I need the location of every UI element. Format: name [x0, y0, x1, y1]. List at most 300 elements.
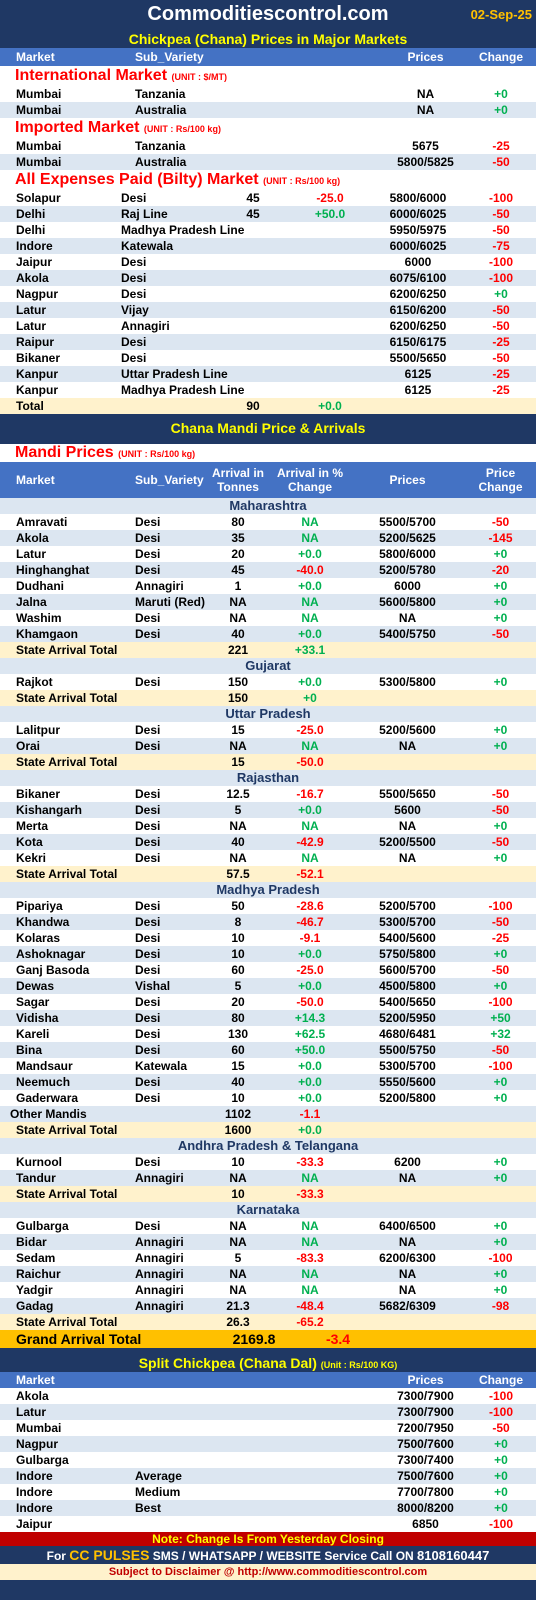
price-cell: 4680/6481: [379, 1027, 436, 1041]
market-cell: Gulbarga: [16, 1219, 69, 1233]
divider: [0, 436, 536, 444]
table-row: [0, 382, 536, 398]
arrival-change-cell: -16.7: [296, 787, 324, 801]
market-cell: Gadag: [16, 1299, 54, 1313]
change-cell: -50: [491, 1043, 510, 1057]
market-cell: Dudhani: [16, 579, 64, 593]
table-row: [0, 138, 536, 154]
imp-unit: (UNIT : Rs/100 kg): [143, 124, 221, 134]
market-cell: Total: [16, 399, 44, 413]
price-cell: 5800/6000: [389, 191, 447, 205]
change-cell: +0: [493, 723, 508, 737]
market-cell: State Arrival Total: [16, 1187, 118, 1201]
arrival-change-cell: +0.0: [298, 547, 322, 561]
table-row: [0, 594, 536, 610]
change-cell: -100: [488, 255, 514, 269]
col-change: Change: [478, 1373, 523, 1387]
change-cell: -20: [491, 563, 510, 577]
market-cell: State Arrival Total: [16, 691, 118, 705]
arrival-change-cell: NA: [301, 515, 319, 529]
price-cell: NA: [398, 819, 417, 833]
market-cell: Pipariya: [16, 899, 63, 913]
col-arrival: Arrival in Tonnes: [211, 466, 265, 494]
market-cell: State Arrival Total: [16, 755, 118, 769]
variety-cell: Desi: [121, 351, 147, 365]
market-cell: Sedam: [16, 1251, 56, 1265]
arrival-change-cell: -83.3: [296, 1251, 324, 1265]
dal-title: Split Chickpea (Chana Dal): [138, 1355, 317, 1371]
arrival-cell: 40: [231, 835, 245, 849]
table-row: [0, 86, 536, 102]
price-cell: NA: [416, 87, 435, 101]
variety-cell: Annagiri: [135, 1267, 184, 1281]
change-cell: -100: [488, 1059, 513, 1073]
market-cell: Nagpur: [16, 1437, 58, 1451]
arrival-cell: 60: [231, 963, 245, 977]
price-cell: 5400/5650: [379, 995, 436, 1009]
variety-cell: Annagiri: [121, 319, 170, 333]
change-cell: -98: [491, 1299, 510, 1313]
arrival-change-cell: NA: [301, 851, 319, 865]
market-cell: Latur: [16, 547, 46, 561]
mandi-unit: (UNIT : Rs/100 kg): [118, 449, 196, 459]
arrival-cell: 26.3: [226, 1315, 250, 1329]
variety-cell: Desi: [121, 191, 147, 205]
grade-cell: [135, 1388, 270, 1404]
table-row: [0, 898, 536, 914]
price-cell: 5750/5800: [379, 947, 436, 961]
market-cell: Latur: [16, 319, 46, 333]
variety-cell: Madhya Pradesh Line: [121, 383, 245, 397]
price-cell: 5400/5750: [379, 627, 436, 641]
arrival-cell: 5: [234, 803, 242, 817]
variety-cell: Desi: [135, 915, 161, 929]
market-cell: State Arrival Total: [16, 1315, 118, 1329]
price-cell: 7300/7400: [397, 1453, 454, 1467]
variety-cell: Desi: [135, 1011, 161, 1025]
mandi-prices-heading: [0, 444, 536, 462]
price-cell: [350, 1314, 465, 1330]
market-cell: Ganj Basoda: [16, 963, 90, 977]
table-row: [0, 562, 536, 578]
arrival-cell: [216, 334, 290, 350]
variety-cell: Desi: [135, 947, 161, 961]
arrival-change-cell: +0.0: [298, 627, 322, 641]
table-row: [0, 834, 536, 850]
price-cell: 7300/7900: [397, 1389, 454, 1403]
market-cell: Gaderwara: [16, 1091, 79, 1105]
market-cell: Kishangarh: [16, 803, 83, 817]
variety-cell: [135, 642, 206, 658]
arrival-change-cell: +0.0: [298, 1123, 322, 1137]
table-row: [0, 1282, 536, 1298]
spacer: [270, 1516, 385, 1532]
change-cell: +0: [493, 1219, 508, 1233]
price-cell: 7500/7600: [397, 1469, 454, 1483]
arrival-cell: 21.3: [226, 1299, 250, 1313]
variety-cell: Tanzania: [135, 139, 186, 153]
variety-cell: Desi: [121, 335, 147, 349]
arrival-change-cell: +0.0: [298, 947, 322, 961]
table-row: [0, 1452, 536, 1468]
arrival-change-cell: +0.0: [318, 399, 342, 413]
variety-cell: Desi: [121, 255, 147, 269]
arrival-cell: 150: [227, 691, 249, 705]
change-cell: [465, 642, 536, 658]
table-row: [0, 546, 536, 562]
change-cell: +0: [494, 287, 508, 301]
arrival-cell: [216, 350, 290, 366]
table-row: [0, 946, 536, 962]
price-cell: 8000/8200: [397, 1501, 454, 1515]
arrival-cell: [216, 222, 290, 238]
arrival-change-cell: +0.0: [298, 979, 322, 993]
cell: [465, 1106, 536, 1122]
arrival-cell: 35: [231, 531, 245, 545]
table-row: [0, 1250, 536, 1266]
price-cell: 5200/5600: [379, 723, 436, 737]
footer-for: For: [46, 1549, 70, 1563]
state-total-row: [0, 866, 536, 882]
variety-cell: Desi: [135, 547, 161, 561]
spacer: [270, 154, 385, 170]
price-cell: [350, 642, 465, 658]
arrival-cell: 90: [246, 399, 260, 413]
change-cell: [465, 1122, 536, 1138]
arrival-change-cell: +50.0: [294, 1043, 326, 1057]
arrival-cell: 130: [227, 1027, 249, 1041]
intl-title: International Market: [15, 67, 168, 84]
arrival-change-cell: [290, 270, 370, 286]
variety-cell: [135, 690, 206, 706]
imported-market-heading: [0, 118, 536, 138]
change-cell: +0: [493, 1235, 508, 1249]
variety-cell: Desi: [135, 563, 161, 577]
arrival-cell: 80: [231, 1011, 245, 1025]
table-row: [0, 1388, 536, 1404]
arrival-change-cell: -48.4: [296, 1299, 324, 1313]
arrival-change-cell: -42.9: [296, 835, 324, 849]
table-row: [0, 1042, 536, 1058]
arrival-change-cell: NA: [301, 819, 319, 833]
arrival-cell: NA: [229, 595, 247, 609]
market-cell: Raichur: [16, 1267, 61, 1281]
market-cell: Khandwa: [16, 915, 70, 929]
market-cell: Delhi: [16, 207, 46, 221]
change-cell: +0: [493, 675, 508, 689]
change-cell: +0: [493, 547, 508, 561]
arrival-change-cell: +14.3: [294, 1011, 326, 1025]
change-cell: +0: [493, 1283, 508, 1297]
market-cell: State Arrival Total: [16, 1123, 118, 1137]
grade-cell: Average: [135, 1469, 182, 1483]
arrival-change-cell: +0: [303, 691, 317, 705]
arrival-cell: [216, 238, 290, 254]
variety-cell: Annagiri: [135, 1299, 184, 1313]
market-cell: Tandur: [16, 1171, 56, 1185]
arrival-cell: 221: [227, 643, 249, 657]
grade-cell: [135, 1420, 270, 1436]
table-row: [0, 1404, 536, 1420]
market-cell: Indore: [16, 239, 53, 253]
table-row: [0, 1026, 536, 1042]
change-cell: -100: [488, 271, 514, 285]
state-heading: Maharashtra: [0, 498, 536, 514]
variety-cell: Madhya Pradesh Line: [121, 223, 245, 237]
price-cell: 5550/5600: [379, 1075, 436, 1089]
price-cell: 6850: [412, 1517, 439, 1531]
mandi-column-header: [0, 462, 536, 498]
change-cell: +0: [493, 1091, 508, 1105]
arrival-cell: NA: [229, 1171, 247, 1185]
price-cell: [370, 398, 466, 414]
change-cell: -25: [492, 383, 510, 397]
spacer: [270, 1420, 385, 1436]
variety-cell: Desi: [135, 1091, 161, 1105]
arrival-change-cell: -25.0: [316, 191, 344, 205]
variety-cell: [135, 866, 206, 882]
state-total-row: [0, 754, 536, 770]
mandi-title: Mandi Prices: [15, 444, 114, 461]
market-cell: Mumbai: [16, 87, 62, 101]
variety-cell: Vishal: [135, 979, 171, 993]
table-row: [0, 930, 536, 946]
arrival-cell: [216, 270, 290, 286]
variety-cell: Uttar Pradesh Line: [121, 367, 228, 381]
market-cell: Lalitpur: [16, 723, 60, 737]
spacer: [270, 138, 385, 154]
table-row: [0, 222, 536, 238]
dal-unit: (Unit : Rs/100 KG): [320, 1360, 398, 1370]
market-cell: Bina: [16, 1043, 43, 1057]
grade-cell: Best: [135, 1501, 162, 1515]
price-cell: NA: [398, 1235, 417, 1249]
change-cell: -50: [491, 627, 510, 641]
arrival-cell: 10: [231, 1187, 245, 1201]
variety-cell: Desi: [135, 723, 161, 737]
variety-cell: Desi: [135, 899, 161, 913]
market-cell: Mandsaur: [16, 1059, 73, 1073]
arrival-change-cell: -25.0: [296, 963, 324, 977]
price-cell: [350, 866, 465, 882]
table-row: [0, 610, 536, 626]
arrival-change-cell: NA: [301, 1219, 319, 1233]
table-row: [0, 738, 536, 754]
arrival-cell: 45: [246, 207, 260, 221]
bilty-market-heading: [0, 170, 536, 190]
arrival-change-cell: -33.3: [296, 1187, 324, 1201]
international-market-heading: [0, 66, 536, 86]
change-cell: -145: [488, 531, 513, 545]
table-row: [0, 1170, 536, 1186]
arrival-change-cell: +0.0: [298, 803, 322, 817]
table-row: [0, 154, 536, 170]
market-cell: Jaipur: [16, 255, 53, 269]
change-cell: +0: [494, 87, 508, 101]
price-cell: 6400/6500: [379, 1219, 436, 1233]
market-cell: Ashoknagar: [16, 947, 86, 961]
market-cell: Kekri: [16, 851, 47, 865]
cell: [350, 1106, 465, 1122]
variety-cell: Raj Line: [121, 207, 168, 221]
market-cell: Akola: [16, 531, 49, 545]
arrival-change-cell: NA: [301, 1235, 319, 1249]
table-row: [0, 1074, 536, 1090]
variety-cell: Annagiri: [135, 579, 184, 593]
state-total-row: [0, 690, 536, 706]
table-row: [0, 1234, 536, 1250]
table-row: [0, 102, 536, 118]
price-cell: 5200/5625: [379, 531, 436, 545]
change-cell: -100: [488, 191, 514, 205]
arrival-cell: 45: [246, 191, 260, 205]
variety-cell: Desi: [135, 1043, 161, 1057]
col-market: Market: [16, 473, 55, 487]
change-cell: -50: [492, 303, 510, 317]
variety-cell: Desi: [135, 1155, 161, 1169]
arrival-cell: 12.5: [226, 787, 250, 801]
arrival-change-cell: [290, 286, 370, 302]
footer-disclaimer[interactable]: Subject to Disclaimer @ http://www.commoditiescontrol.com: [0, 1564, 536, 1580]
market-cell: Dewas: [16, 979, 55, 993]
table-row: [0, 1218, 536, 1234]
market-cell: Khamgaon: [16, 627, 79, 641]
change-cell: +0: [493, 851, 508, 865]
arrival-change-cell: -52.1: [296, 867, 324, 881]
arrival-cell: NA: [229, 1267, 247, 1281]
mandi-section-title: Chana Mandi Price & Arrivals: [0, 420, 536, 436]
price-cell: 7300/7900: [397, 1405, 454, 1419]
grand-change: -3.4: [325, 1331, 351, 1347]
price-cell: 5200/5800: [379, 1091, 436, 1105]
price-cell: 6200/6300: [379, 1251, 436, 1265]
dal-section-title: [0, 1354, 536, 1372]
arrival-cell: 1600: [224, 1123, 252, 1137]
table-row: [0, 318, 536, 334]
market-cell: Washim: [16, 611, 62, 625]
variety-cell: Desi: [135, 515, 161, 529]
change-cell: -100: [488, 1405, 514, 1419]
bilty-title: All Expenses Paid (Bilty) Market: [15, 171, 259, 188]
dal-column-header: [0, 1372, 536, 1388]
footer-phone[interactable]: 8108160447: [417, 1548, 490, 1563]
market-cell: Indore: [16, 1501, 53, 1515]
arrival-cell: NA: [229, 1235, 247, 1249]
price-cell: 5675: [412, 139, 439, 153]
grade-cell: [135, 1436, 270, 1452]
spacer: [270, 1452, 385, 1468]
market-cell: Indore: [16, 1485, 53, 1499]
change-cell: -25: [492, 335, 510, 349]
table-row: [0, 802, 536, 818]
variety-cell: Desi: [135, 787, 161, 801]
arrival-change-cell: +50.0: [314, 207, 346, 221]
change-cell: [465, 1186, 536, 1202]
price-cell: NA: [398, 611, 417, 625]
arrival-cell: 50: [231, 899, 245, 913]
cell: 1102: [224, 1107, 252, 1121]
arrival-change-cell: [290, 222, 370, 238]
change-cell: -50: [491, 963, 510, 977]
arrival-cell: [216, 286, 290, 302]
variety-cell: Desi: [135, 819, 161, 833]
arrival-cell: [216, 302, 290, 318]
spacer: [270, 102, 385, 118]
table-row: [0, 578, 536, 594]
price-cell: 6000/6025: [389, 207, 447, 221]
arrival-change-cell: +33.1: [294, 643, 326, 657]
bilty-unit: (UNIT : Rs/100 kg): [263, 176, 341, 186]
site-title[interactable]: Commoditiescontrol.com: [147, 3, 389, 25]
market-cell: Indore: [16, 1469, 53, 1483]
arrival-cell: 40: [231, 627, 245, 641]
change-cell: +0: [493, 947, 508, 961]
variety-cell: Australia: [135, 155, 187, 169]
footer-contact: [0, 1546, 536, 1564]
arrival-cell: NA: [229, 739, 247, 753]
price-cell: 6200/6250: [389, 319, 447, 333]
market-cell: Hinghanghat: [16, 563, 90, 577]
grade-cell: Medium: [135, 1485, 181, 1499]
change-cell: +0: [493, 819, 508, 833]
price-cell: 5500/5650: [379, 787, 436, 801]
change-cell: [465, 866, 536, 882]
table-row: [0, 786, 536, 802]
price-cell: 5500/5750: [379, 1043, 436, 1057]
arrival-change-cell: NA: [301, 1171, 319, 1185]
arrival-change-cell: [290, 382, 370, 398]
grade-cell: [135, 1404, 270, 1420]
market-cell: Jalna: [16, 595, 47, 609]
table-row: [0, 1500, 536, 1516]
market-cell: Rajkot: [16, 675, 53, 689]
change-cell: -50: [492, 207, 510, 221]
change-cell: -75: [492, 239, 510, 253]
chana-column-header: [0, 48, 536, 66]
price-cell: 5200/5700: [379, 899, 436, 913]
grade-cell: [135, 1516, 270, 1532]
state-heading: Uttar Pradesh: [0, 706, 536, 722]
table-row: [0, 270, 536, 286]
arrival-change-cell: +62.5: [294, 1027, 326, 1041]
variety-cell: Annagiri: [135, 1283, 184, 1297]
change-cell: -50: [492, 223, 510, 237]
col-change: Change: [478, 50, 523, 64]
price-cell: 7500/7600: [397, 1437, 454, 1451]
arrival-cell: NA: [229, 1283, 247, 1297]
table-row: [0, 1484, 536, 1500]
table-row: [0, 722, 536, 738]
market-cell: Kurnool: [16, 1155, 62, 1169]
total-row: [0, 398, 536, 414]
price-cell: 5300/5800: [379, 675, 436, 689]
market-cell: Raipur: [16, 335, 55, 349]
variety-cell: Annagiri: [135, 1251, 184, 1265]
change-cell: +0: [493, 595, 508, 609]
spacer: [270, 1436, 385, 1452]
table-row: [0, 626, 536, 642]
col-market: Market: [16, 1373, 55, 1387]
change-cell: [465, 754, 536, 770]
market-cell: Bidar: [16, 1235, 47, 1249]
arrival-cell: 80: [231, 515, 245, 529]
arrival-change-cell: NA: [301, 739, 319, 753]
state-heading: Rajasthan: [0, 770, 536, 786]
price-cell: 5600/5700: [379, 963, 436, 977]
arrival-cell: 20: [231, 995, 245, 1009]
change-cell: +0: [493, 1155, 508, 1169]
market-cell: Nagpur: [16, 287, 58, 301]
